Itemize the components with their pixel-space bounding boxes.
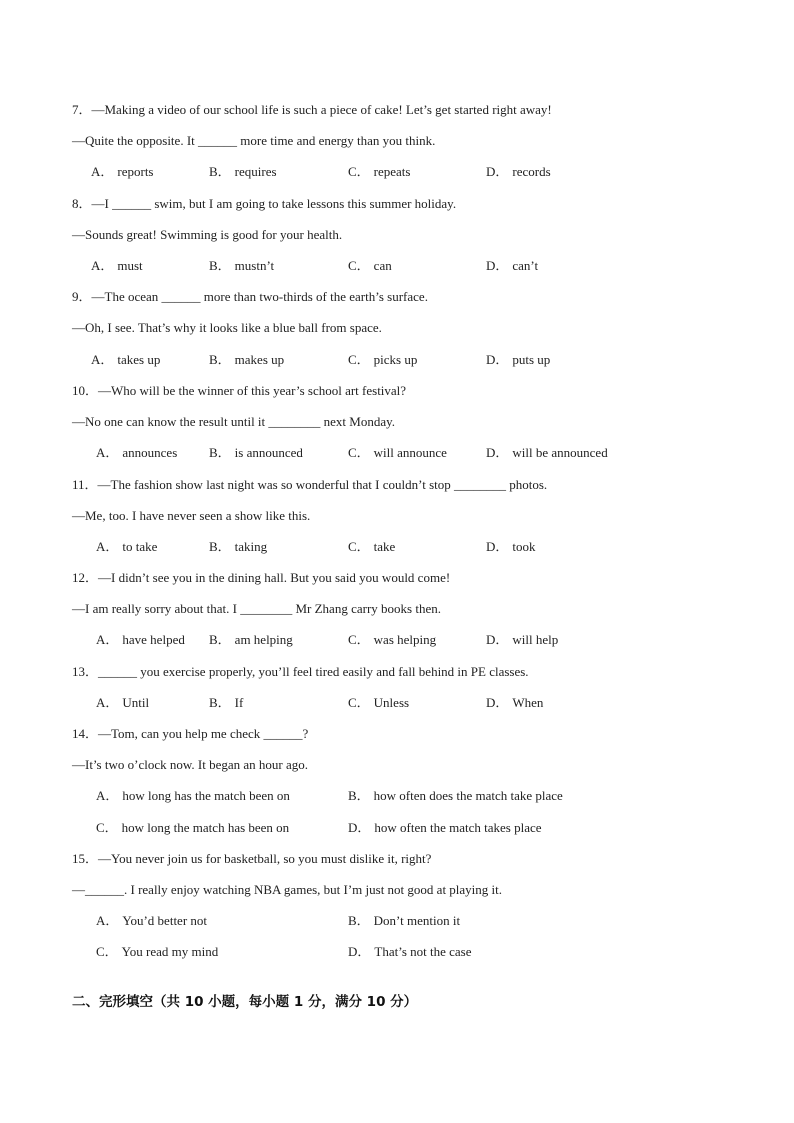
option-d[interactable]: D． When — [486, 695, 544, 710]
option-b[interactable]: B． requires — [209, 164, 277, 179]
option-d[interactable]: D． will be announced — [486, 445, 608, 460]
option-b[interactable]: B． mustn’t — [209, 258, 275, 273]
question-10-prompt: 10．—Who will be the winner of this year’s school art festival? — [72, 383, 407, 398]
question-11-reply: —Me, too. I have never seen a show like this. — [72, 508, 311, 523]
question-12-options — [0, 632, 794, 648]
option-c[interactable]: C． repeats — [348, 164, 411, 179]
question-13-prompt: 13．______ you exercise properly, you’ll feel tired easily and fall behind in PE classes. — [72, 664, 529, 679]
option-c[interactable]: C． was helping — [348, 632, 437, 647]
option-b[interactable]: B． taking — [209, 539, 268, 554]
question-14-reply: —It’s two o’clock now. It began an hour ago. — [72, 757, 308, 772]
option-a[interactable]: A． You’d better not — [96, 913, 208, 928]
question-10-options — [0, 445, 794, 461]
option-a[interactable]: A． have helped — [96, 632, 185, 647]
option-c[interactable]: C． take — [348, 539, 396, 554]
option-d[interactable]: D． how often the match takes place — [348, 820, 542, 835]
option-b[interactable]: B． is announced — [209, 445, 303, 460]
option-a[interactable]: A． to take — [96, 539, 158, 554]
question-13-options — [0, 695, 794, 711]
question-8-prompt: 8．—I ______ swim, but I am going to take lessons this summer holiday. — [72, 196, 457, 211]
question-10-reply: —No one can know the result until it ________ next Monday. — [72, 414, 396, 429]
option-c[interactable]: C． picks up — [348, 352, 418, 367]
question-15-prompt: 15．—You never join us for basketball, so you must dislike it, right? — [72, 851, 432, 866]
question-9-reply: —Oh, I see. That’s why it looks like a blue ball from space. — [72, 320, 382, 335]
option-b[interactable]: B． how often does the match take place — [348, 788, 563, 803]
option-d[interactable]: D． records — [486, 164, 551, 179]
question-8-reply: —Sounds great! Swimming is good for your health. — [72, 227, 343, 242]
option-d[interactable]: D． That’s not the case — [348, 944, 472, 959]
question-7-options — [0, 164, 794, 180]
option-b[interactable]: B． If — [209, 695, 244, 710]
option-a[interactable]: A． how long has the match been on — [96, 788, 290, 803]
option-c[interactable]: C． You read my mind — [96, 944, 219, 959]
option-a[interactable]: A． takes up — [91, 352, 161, 367]
option-b[interactable]: B． Don’t mention it — [348, 913, 461, 928]
question-12-prompt: 12．—I didn’t see you in the dining hall. But you said you would come! — [72, 570, 451, 585]
option-d[interactable]: D． puts up — [486, 352, 551, 367]
question-7-prompt: 7．—Making a video of our school life is such a piece of cake! Let’s get started right away! — [72, 102, 552, 117]
question-7-reply: —Quite the opposite. It ______ more time and energy than you think. — [72, 133, 436, 148]
option-d[interactable]: D． can’t — [486, 258, 539, 273]
option-c[interactable]: C． Unless — [348, 695, 410, 710]
option-c[interactable]: C． can — [348, 258, 392, 273]
option-d[interactable]: D． will help — [486, 632, 559, 647]
question-9-prompt: 9．—The ocean ______ more than two-thirds of the earth’s surface. — [72, 289, 428, 304]
question-15-options-row1 — [0, 913, 794, 929]
question-14-options-row1 — [0, 788, 794, 804]
option-d[interactable]: D． took — [486, 539, 536, 554]
option-c[interactable]: C． how long the match has been on — [96, 820, 290, 835]
question-8-options — [0, 258, 794, 274]
question-11-prompt: 11．—The fashion show last night was so wonderful that I couldn’t stop ________ photos. — [72, 477, 548, 492]
question-9-options — [0, 352, 794, 368]
question-15-reply: —______. I really enjoy watching NBA games, but I’m just not good at playing it. — [72, 882, 503, 897]
question-14-prompt: 14．—Tom, can you help me check ______? — [72, 726, 309, 741]
question-11-options — [0, 539, 794, 555]
question-12-reply: —I am really sorry about that. I ________ Mr Zhang carry books then. — [72, 601, 441, 616]
question-15-options-row2 — [0, 944, 794, 960]
option-c[interactable]: C． will announce — [348, 445, 447, 460]
option-a[interactable]: A． must — [91, 258, 143, 273]
question-14-options-row2 — [0, 820, 794, 836]
option-a[interactable]: A． announces — [96, 445, 178, 460]
option-a[interactable]: A． Until — [96, 695, 150, 710]
option-b[interactable]: B． makes up — [209, 352, 285, 367]
option-b[interactable]: B． am helping — [209, 632, 293, 647]
section-heading: 二、完形填空（共 10 小题，每小题 1 分，满分 10 分） — [72, 994, 418, 1010]
option-a[interactable]: A． reports — [91, 164, 154, 179]
